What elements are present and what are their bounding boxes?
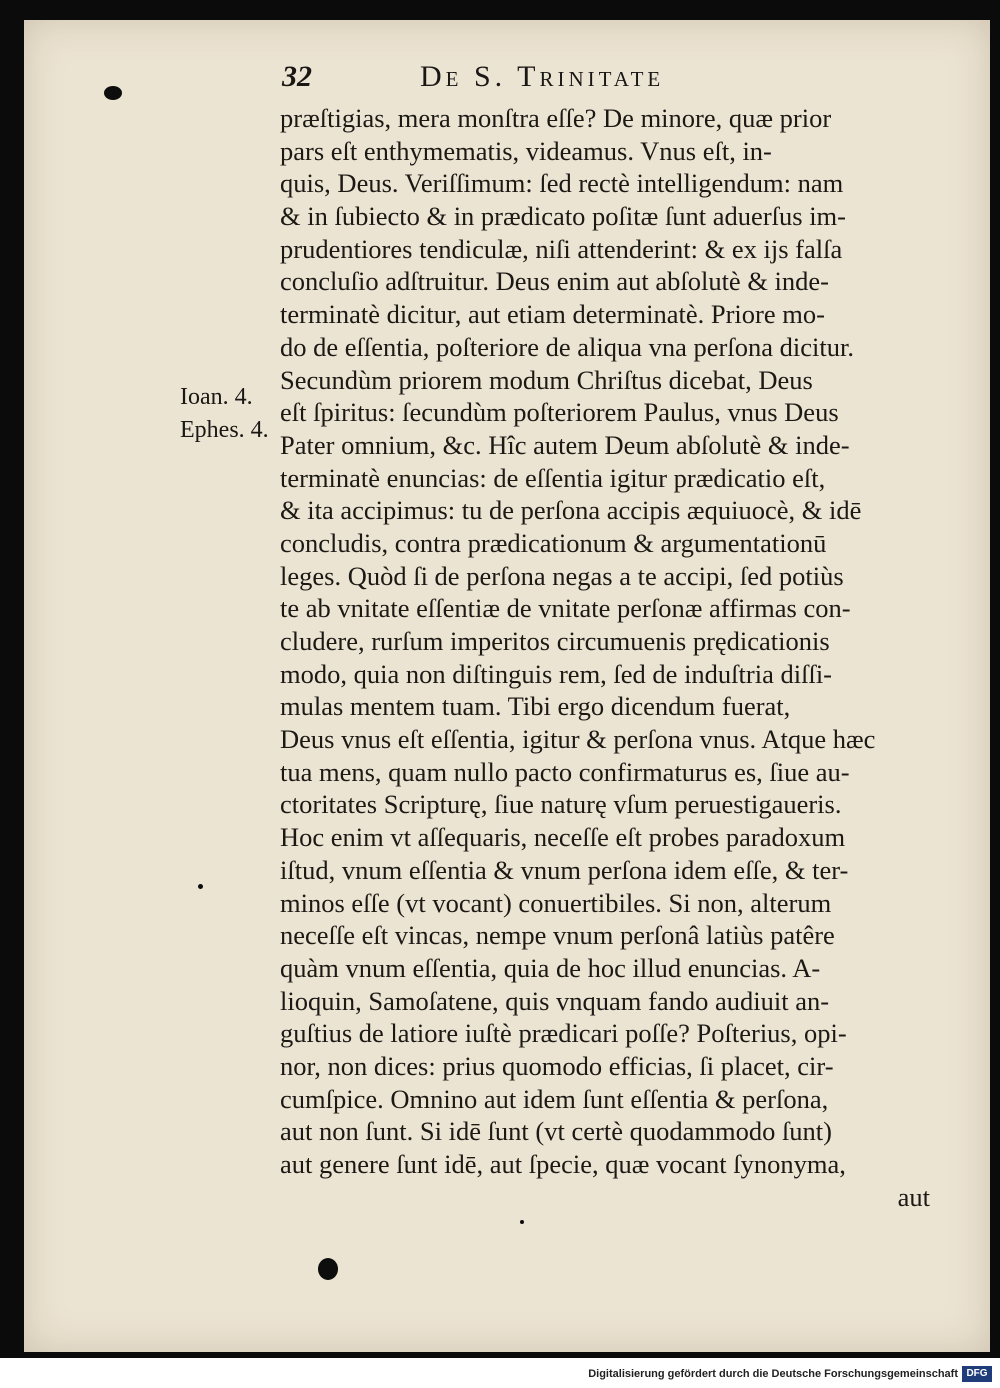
text-line: nor, non dices: prius quomodo efficias, ſi placet, cir- — [280, 1050, 834, 1081]
text-line: pars eſt enthymematis, videamus. Vnus eſt, in- — [280, 135, 772, 166]
text-line: & in ſubiecto & in prædicato poſitæ ſunt aduerſus im- — [280, 201, 846, 232]
text-line: neceſſe eſt vincas, nempe vnum perſonâ latiùs patêre — [280, 920, 835, 951]
text-line: præſtigias, mera monſtra eſſe? De minore, quæ prior — [280, 103, 832, 133]
text-line: ctoritates Scripturę, ſiue naturę vſum peruestigaueris. — [280, 789, 842, 820]
text-line: cumſpice. Omnino aut idem ſunt eſſentia & perſona, — [280, 1083, 829, 1114]
text-line: aut non ſunt. Si idē ſunt (vt certè quodammodo ſunt) — [280, 1116, 832, 1147]
text-line: quàm vnum eſſentia, quia de hoc illud enuncias. A- — [280, 952, 821, 983]
text-line: cludere, rurſum imperitos circumuenis prędicationis — [280, 626, 830, 656]
margin-note: Ioan. 4. — [180, 384, 253, 410]
footer-credit: Digitalisierung gefördert durch die Deutsche Forschungsgemeinschaft — [588, 1368, 958, 1380]
text-line: tua mens, quam nullo pacto confirmaturus es, ſiue au- — [280, 756, 850, 787]
text-line: concludis, contra prædicationum & argumentationū — [280, 527, 827, 558]
catchword: aut — [897, 1181, 930, 1212]
text-line: terminatè dicitur, aut etiam determinatè. Priore mo- — [280, 299, 825, 330]
text-line: Deus vnus eſt eſſentia, igitur & perſona vnus. Atque hæc — [280, 724, 876, 755]
page-number: 32 — [282, 60, 312, 93]
digitization-footer — [0, 1358, 1000, 1388]
dfg-logo: DFG — [962, 1366, 992, 1382]
text-line: te ab vnitate eſſentiæ de vnitate perſonæ affirmas con- — [280, 593, 851, 624]
text-line: & ita accipimus: tu de perſona accipis æquiuocè, & idē — [280, 495, 862, 526]
text-line: aut genere ſunt idē, aut ſpecie, quæ vocant ſynonyma, — [280, 1149, 846, 1179]
text-line: terminatè enuncias: de eſſentia igitur prædicatio eſt, — [280, 462, 826, 493]
margin-note: Ephes. 4. — [180, 417, 269, 443]
ink-blot-top — [104, 86, 122, 100]
text-line: eſt ſpiritus: ſecundùm poſteriorem Paulus, vnus Deus — [280, 397, 839, 428]
text-line: do de eſſentia, poſteriore de aliqua vna perſona dicitur. — [280, 331, 854, 362]
text-line: quis, Deus. Veriſſimum: ſed rectè intelligendum: nam — [280, 168, 844, 199]
text-line: iſtud, vnum eſſentia & vnum perſona idem eſſe, & ter- — [280, 854, 849, 885]
running-head: De S. Trinitate — [420, 60, 665, 93]
text-line: leges. Quòd ſi de perſona negas a te accipi, ſed potiùs — [280, 560, 844, 591]
text-line: minos eſſe (vt vocant) conuertibiles. Si non, alterum — [280, 887, 832, 918]
text-line: guſtius de latiore iuſtè prædicari poſſe? Poſterius, opi- — [280, 1018, 847, 1049]
text-line: prudentiores tendiculæ, niſi attenderint: & ex ijs falſa — [280, 233, 843, 264]
text-line: concluſio adſtruitur. Deus enim aut abſolutè & inde- — [280, 266, 830, 297]
body-text — [280, 102, 930, 1213]
ink-dot-margin — [198, 884, 203, 889]
ink-dot-bottom — [520, 1220, 524, 1224]
text-line: lioquin, Samoſatene, quis vnquam fando audiuit an- — [280, 985, 830, 1016]
text-line: mulas mentem tuam. Tibi ergo dicendum fuerat, — [280, 691, 791, 722]
ink-blot-bottom — [318, 1258, 338, 1280]
text-line: modo, quia non diſtinguis rem, ſed de induſtria diſſi- — [280, 658, 833, 689]
text-line: Pater omnium, &c. Hîc autem Deum abſolutè & inde- — [280, 429, 850, 460]
page-header — [282, 60, 762, 100]
text-line: Secundùm priorem modum Chriſtus dicebat, Deus — [280, 364, 813, 395]
text-line: Hoc enim vt aſſequaris, neceſſe eſt probes paradoxum — [280, 822, 846, 853]
